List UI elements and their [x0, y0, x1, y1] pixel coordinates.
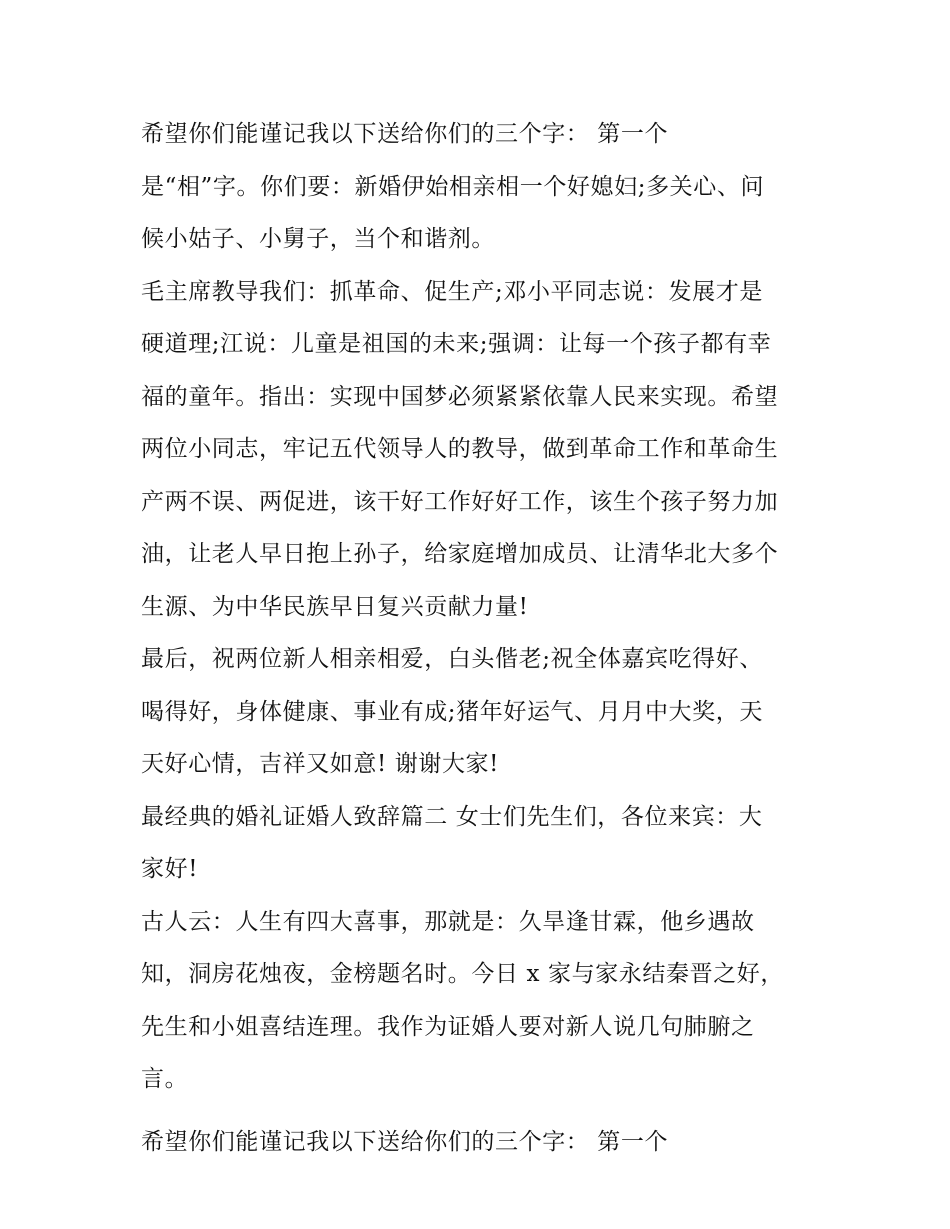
text-line: 喝得好，身体健康、事业有成;猪年好运气、月月中大奖，天	[141, 698, 763, 725]
text-line: 最经典的婚礼证婚人致辞篇二 女士们先生们，各位来宾：大	[141, 803, 763, 830]
text-line: 知，洞房花烛夜，金榜题名时。今日 x 家与家永结秦晋之好，	[141, 961, 784, 987]
text-line: 毛主席教导我们：抓革命、促生产;邓小平同志说：发展才是	[141, 278, 763, 305]
text-line: 产两不误、两促进，该干好工作好好工作，该生个孩子努力加	[141, 488, 779, 515]
text-line: 两位小同志，牢记五代领导人的教导，做到革命工作和革命生	[141, 436, 779, 462]
text-line: 候小姑子、小舅子，当个和谐剂。	[141, 226, 495, 252]
text-line: 硬道理;江说：儿童是祖国的未来;强调：让每一个孩子都有幸	[141, 331, 772, 357]
text-line: 希望你们能谨记我以下送给你们的三个字： 第一个	[141, 121, 669, 147]
text-line: 言。	[141, 1066, 189, 1092]
text-line: 希望你们能谨记我以下送给你们的三个字： 第一个	[141, 1128, 669, 1155]
text-line: 家好!	[141, 856, 199, 882]
text-line: 天好心情，吉祥又如意! 谢谢大家!	[141, 751, 499, 777]
text-line: 油，让老人早日抱上孙子，给家庭增加成员、让清华北大多个	[141, 541, 779, 567]
text-line: 先生和小姐喜结连理。我作为证婚人要对新人说几句肺腑之	[141, 1013, 755, 1040]
text-line: 是“相”字。你们要：新婚伊始相亲相一个好媳妇;多关心、问	[141, 173, 765, 200]
text-line: 生源、为中华民族早日复兴贡献力量!	[141, 593, 529, 620]
document-body	[141, 108, 821, 1168]
text-line: 福的童年。指出：实现中国梦必须紧紧依靠人民来实现。希望	[141, 383, 779, 410]
text-line: 古人云：人生有四大喜事，那就是：久旱逢甘霖，他乡遇故	[141, 908, 755, 935]
text-line: 最后，祝两位新人相亲相爱，白头偕老;祝全体嘉宾吃得好、	[141, 646, 763, 672]
